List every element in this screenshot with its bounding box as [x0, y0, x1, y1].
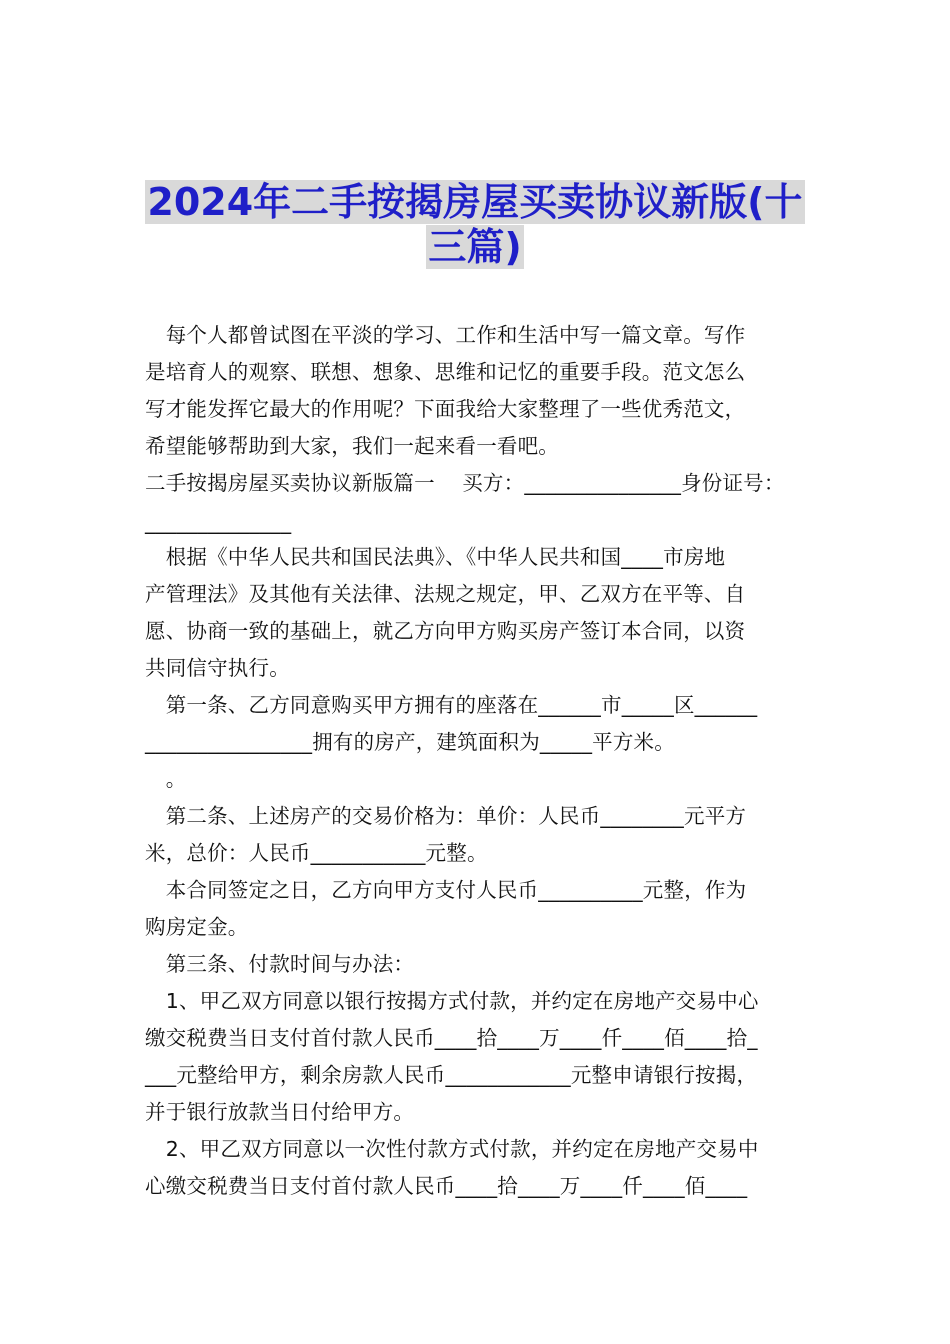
section-heading-line: 二手按揭房屋买卖协议新版篇一 买方：_______________身份证号： — [145, 471, 785, 495]
clause-line: 购房定金。 — [145, 915, 249, 939]
document-title-line-1: 2024年二手按揭房屋买卖协议新版(十 — [147, 180, 803, 224]
clause-line: 。 — [145, 767, 187, 791]
clause-line: 本合同签定之日，乙方向甲方支付人民币__________元整，作为 — [145, 878, 747, 902]
clause-line: ________________拥有的房产，建筑面积为_____平方米。 — [145, 730, 675, 754]
body-line: ______________ — [145, 510, 292, 534]
body-line: 希望能够帮助到大家，我们一起来看一看吧。 — [145, 434, 559, 458]
body-line: 愿、协商一致的基础上，就乙方向甲方购买房产签订本合同，以资 — [145, 619, 746, 643]
body-line: 共同信守执行。 — [145, 656, 290, 680]
clause-line: 并于银行放款当日付给甲方。 — [145, 1100, 415, 1124]
clause-line: 米，总价：人民币___________元整。 — [145, 841, 488, 865]
clause-line: 1、甲乙双方同意以银行按揭方式付款，并约定在房地产交易中心 — [145, 989, 759, 1013]
clause-line: 第一条、乙方同意购买甲方拥有的座落在______市_____区______ — [145, 693, 758, 717]
clause-line: 第三条、付款时间与办法： — [145, 952, 415, 976]
clause-line: 缴交税费当日支付首付款人民币____拾____万____仟____佰____拾_ — [145, 1026, 758, 1050]
clause-line: 第二条、上述房产的交易价格为：单价：人民币________元平方 — [145, 804, 747, 828]
clause-line: 心缴交税费当日支付首付款人民币____拾____万____仟____佰____ — [145, 1174, 748, 1198]
clause-line: ___元整给甲方，剩余房款人民币____________元整申请银行按揭， — [145, 1063, 758, 1087]
clause-line: 2、甲乙双方同意以一次性付款方式付款，并约定在房地产交易中 — [145, 1137, 759, 1161]
document-title-line-2: 三篇) — [428, 225, 522, 269]
body-line: 是培育人的观察、联想、想象、思维和记忆的重要手段。范文怎么 — [145, 360, 746, 384]
body-line: 写才能发挥它最大的作用呢？下面我给大家整理了一些优秀范文， — [145, 397, 746, 421]
body-line: 每个人都曾试图在平淡的学习、工作和生活中写一篇文章。写作 — [145, 323, 746, 347]
body-line: 根据《中华人民共和国民法典》、《中华人民共和国____市房地 — [145, 545, 726, 569]
body-line: 产管理法》及其他有关法律、法规之规定，甲、乙双方在平等、自 — [145, 582, 746, 606]
